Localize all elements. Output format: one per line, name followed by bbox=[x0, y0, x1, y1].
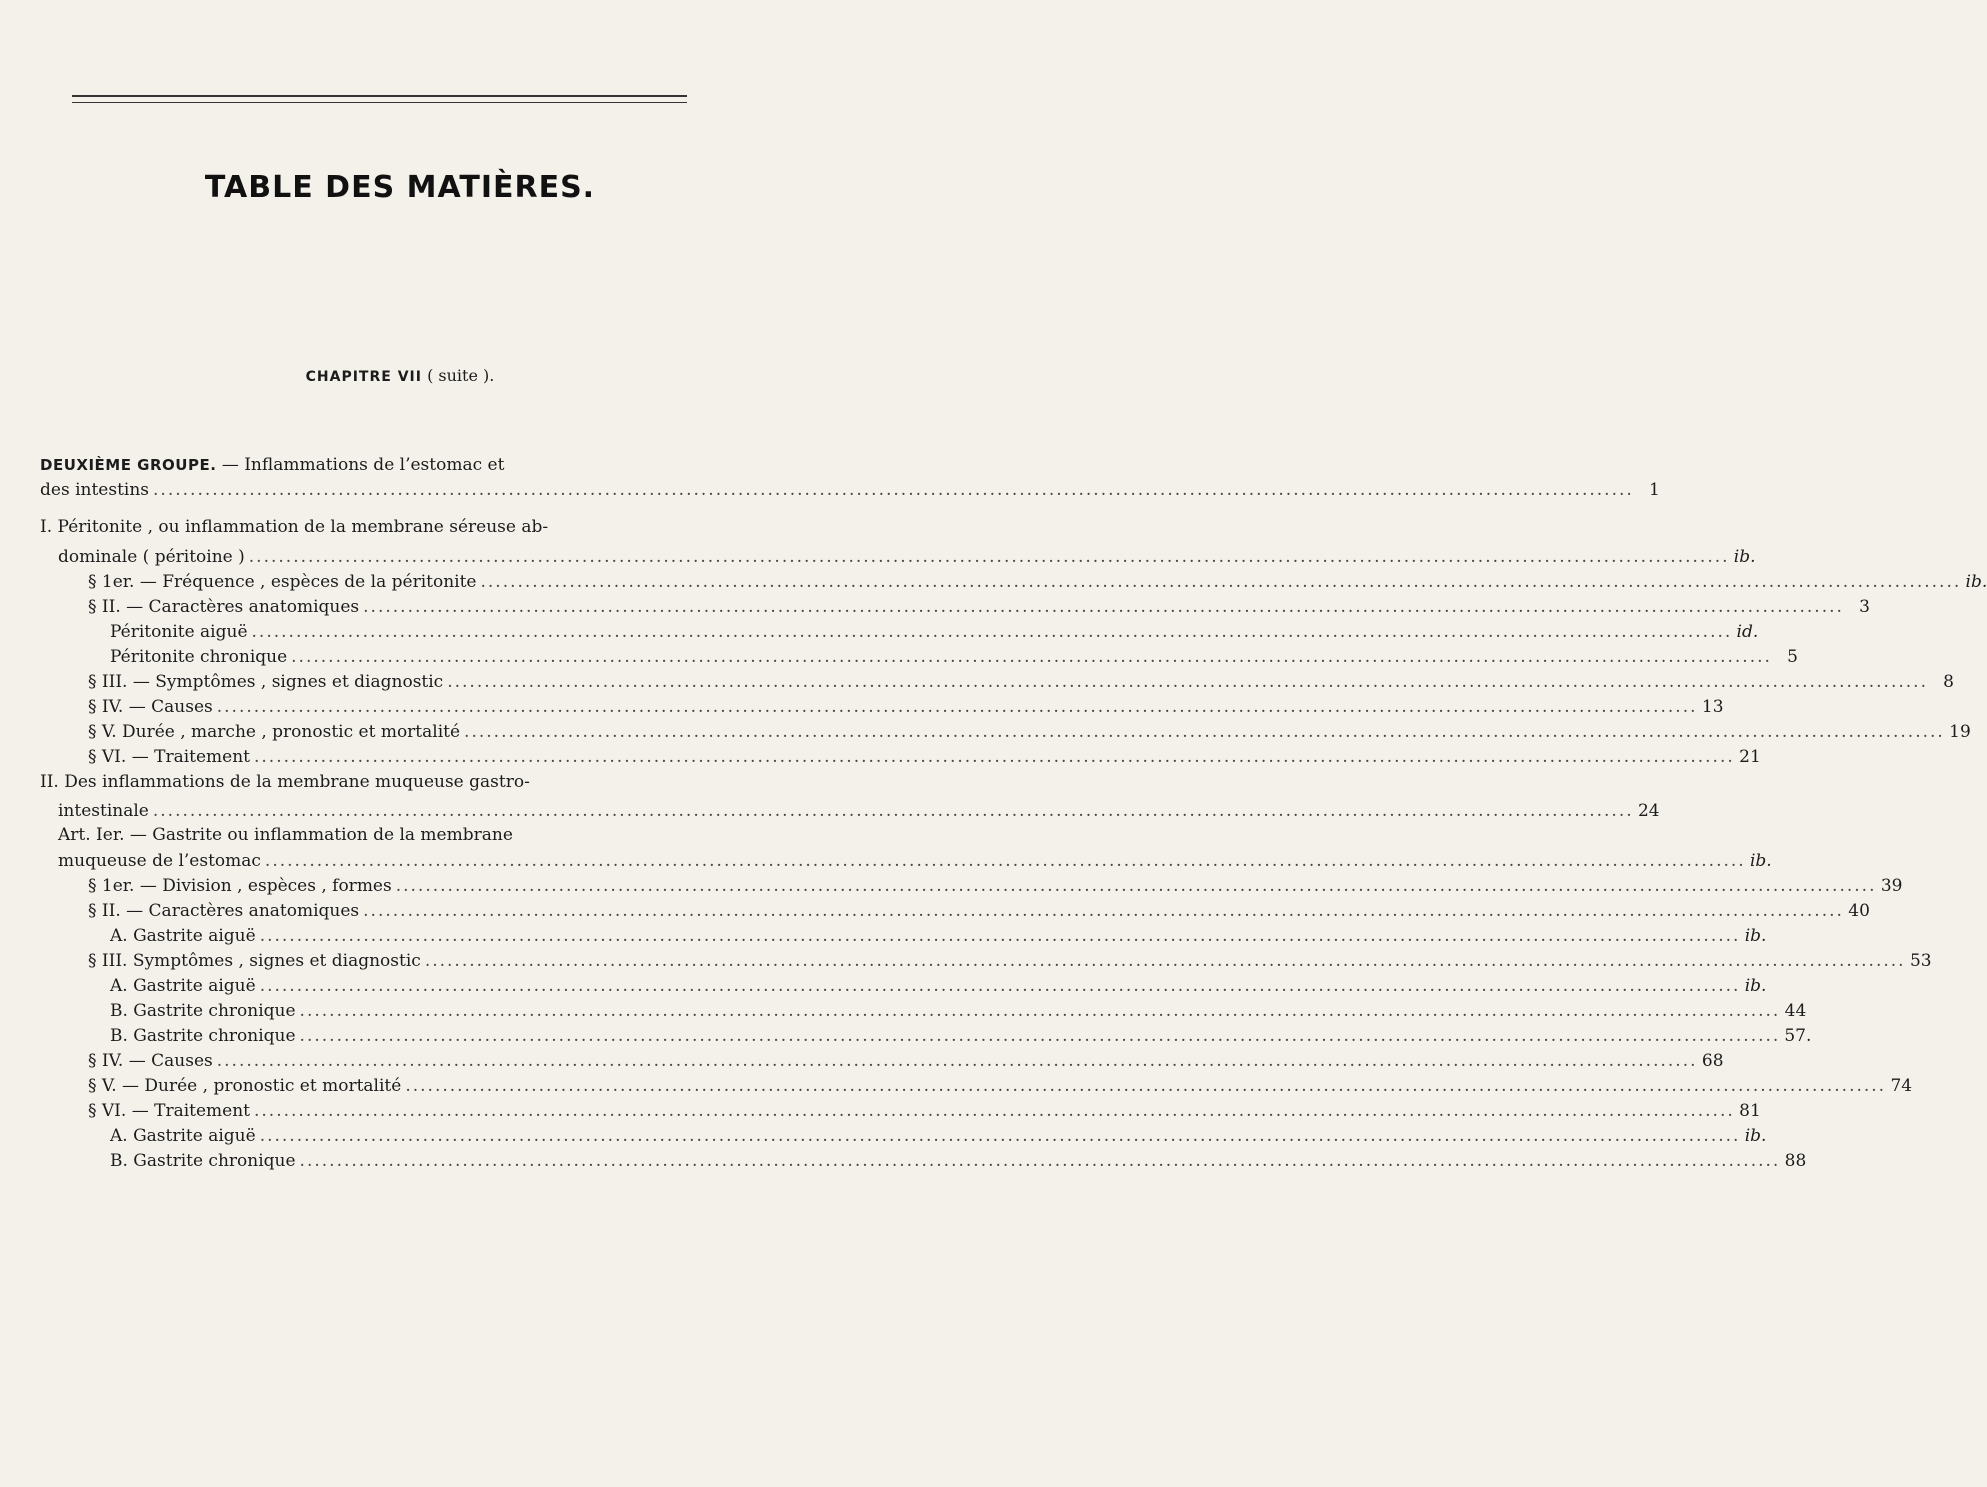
dot-leader: ........................................................................................................................................................................................................ bbox=[447, 672, 1928, 692]
toc-entry bbox=[88, 719, 1971, 745]
toc-entry-page: 21 bbox=[1739, 747, 1761, 767]
toc-entry-page: ib. bbox=[1749, 851, 1772, 871]
toc-entry-page: 24 bbox=[1637, 801, 1660, 821]
toc-entry-page: 57. bbox=[1784, 1026, 1812, 1046]
dot-leader: ........................................................................................................................................................................................................ bbox=[254, 1101, 1735, 1121]
dot-leader: ........................................................................................................................................................................................................ bbox=[152, 801, 1634, 821]
dot-leader: ........................................................................................................................................................................................................ bbox=[259, 926, 1741, 946]
toc-entry bbox=[58, 848, 1772, 874]
toc-entry bbox=[58, 822, 513, 848]
toc-entry-text: I. Péritonite , ou inflammation de la membrane séreuse ab- bbox=[40, 517, 549, 537]
dot-leader: ........................................................................................................................................................................................................ bbox=[259, 1126, 1741, 1146]
chapter-heading bbox=[0, 366, 800, 385]
toc-entry-text: A. Gastrite aiguë bbox=[110, 1126, 256, 1146]
toc-entry-text: § 1er. — Fréquence , espèces de la péritonite bbox=[88, 572, 477, 592]
toc-entry-text: II. Des inflammations de la membrane muqueuse gastro- bbox=[40, 772, 530, 792]
toc-entry-page: 39 bbox=[1880, 876, 1903, 896]
dot-leader: ........................................................................................................................................................................................................ bbox=[405, 1076, 1887, 1096]
toc-entry-text: muqueuse de l’estomac bbox=[58, 851, 261, 871]
toc-entry bbox=[88, 948, 1932, 974]
dot-leader: ........................................................................................................................................................................................................ bbox=[259, 976, 1741, 996]
dot-leader: ........................................................................................................................................................................................................ bbox=[153, 480, 1634, 500]
toc-entry-text: dominale ( péritoine ) bbox=[58, 547, 245, 567]
toc-entry-text: Péritonite chronique bbox=[110, 647, 288, 667]
group-heading-caps: DEUXIÈME GROUPE. bbox=[40, 456, 217, 474]
dot-leader: ........................................................................................................................................................................................................ bbox=[424, 951, 1906, 971]
toc-entry bbox=[40, 769, 530, 795]
toc-entry bbox=[88, 1073, 1913, 1099]
toc-entry-page: 3 bbox=[1859, 597, 1870, 617]
toc-entry-page: 5 bbox=[1787, 647, 1798, 667]
dot-leader: ........................................................................................................................................................................................................ bbox=[363, 597, 1844, 617]
dot-leader: ........................................................................................................................................................................................................ bbox=[299, 1026, 1781, 1046]
dot-leader: ........................................................................................................................................................................................................ bbox=[464, 722, 1945, 742]
toc-entry-text: § V. Durée , marche , pronostic et mortalité bbox=[88, 722, 461, 742]
toc-entry bbox=[88, 873, 1903, 899]
toc-entry-text: § V. — Durée , pronostic et mortalité bbox=[88, 1076, 402, 1096]
toc-entry-page: ib. bbox=[1744, 1126, 1767, 1146]
dot-leader: ........................................................................................................................................................................................................ bbox=[254, 747, 1735, 767]
top-rule-thin bbox=[72, 102, 687, 103]
toc-entry-text: § II. — Caractères anatomiques bbox=[88, 901, 360, 921]
dot-leader: ........................................................................................................................................................................................................ bbox=[480, 572, 1962, 592]
toc-entry-page: 40 bbox=[1848, 901, 1870, 921]
toc-entry bbox=[110, 1148, 1807, 1174]
toc-entry bbox=[58, 798, 1660, 824]
toc-entry-page: 19 bbox=[1949, 722, 1971, 742]
toc-entry-page: ib. bbox=[1744, 926, 1767, 946]
toc-entry-page: id. bbox=[1736, 622, 1759, 642]
toc-entry-text: § III. — Symptômes , signes et diagnostic bbox=[88, 672, 444, 692]
toc-entry bbox=[88, 569, 1987, 595]
toc-entry-text: Péritonite aiguë bbox=[110, 622, 248, 642]
dot-leader: ........................................................................................................................................................................................................ bbox=[216, 1051, 1698, 1071]
dot-leader: ........................................................................................................................................................................................................ bbox=[264, 851, 1746, 871]
toc-entry bbox=[110, 1123, 1767, 1149]
toc-entry bbox=[88, 898, 1870, 924]
toc-entry-text: § III. Symptômes , signes et diagnostic bbox=[88, 951, 421, 971]
toc-entry-text: des intestins bbox=[40, 480, 150, 500]
dot-leader: ........................................................................................................................................................................................................ bbox=[251, 622, 1733, 642]
toc-entry-page: ib. bbox=[1733, 547, 1756, 567]
toc-entry bbox=[88, 594, 1870, 620]
toc-entry-text: § IV. — Causes bbox=[88, 697, 213, 717]
dot-leader: ........................................................................................................................................................................................................ bbox=[299, 1151, 1781, 1171]
toc-entry-text: B. Gastrite chronique bbox=[110, 1026, 296, 1046]
toc-entry bbox=[88, 1048, 1724, 1074]
toc-entry-page: 13 bbox=[1701, 697, 1724, 717]
toc-entry bbox=[110, 998, 1807, 1024]
toc-entry bbox=[110, 923, 1767, 949]
toc-entry-page: 8 bbox=[1943, 672, 1954, 692]
toc-entry bbox=[88, 694, 1724, 720]
toc-entry-text: § VI. — Traitement bbox=[88, 747, 250, 767]
dot-leader: ........................................................................................................................................................................................................ bbox=[363, 901, 1844, 921]
toc-entry-page: 53 bbox=[1909, 951, 1932, 971]
toc-entry-page: 74 bbox=[1890, 1076, 1913, 1096]
toc-entry-page: 81 bbox=[1739, 1101, 1761, 1121]
toc-entry-text: B. Gastrite chronique bbox=[110, 1001, 296, 1021]
toc-entry bbox=[40, 477, 1660, 503]
toc-entry-text: A. Gastrite aiguë bbox=[110, 926, 256, 946]
page-title: TABLE DES MATIÈRES. bbox=[204, 170, 596, 205]
toc-entry-text: § II. — Caractères anatomiques bbox=[88, 597, 360, 617]
dot-leader: ........................................................................................................................................................................................................ bbox=[299, 1001, 1781, 1021]
toc-entry bbox=[110, 1023, 1812, 1049]
group-heading bbox=[40, 452, 504, 478]
toc-entry bbox=[88, 744, 1761, 770]
toc-entry-text: Art. Ier. — Gastrite ou inflammation de la membrane bbox=[58, 825, 513, 845]
dot-leader: ........................................................................................................................................................................................................ bbox=[291, 647, 1772, 667]
toc-entry-page: ib. bbox=[1965, 572, 1987, 592]
toc-entry bbox=[110, 619, 1759, 645]
toc-entry bbox=[58, 544, 1756, 570]
toc-entry-page: ib. bbox=[1744, 976, 1767, 996]
toc-entry-text: B. Gastrite chronique bbox=[110, 1151, 296, 1171]
dot-leader: ........................................................................................................................................................................................................ bbox=[395, 876, 1877, 896]
toc-entry bbox=[88, 1098, 1761, 1124]
toc-entry-text: § 1er. — Division , espèces , formes bbox=[88, 876, 392, 896]
toc-entry bbox=[88, 669, 1954, 695]
toc-entry bbox=[110, 644, 1798, 670]
toc-entry-page: 88 bbox=[1784, 1151, 1807, 1171]
toc-entry-page: 1 bbox=[1648, 480, 1660, 500]
toc-entry bbox=[110, 973, 1767, 999]
toc-entry-text: § VI. — Traitement bbox=[88, 1101, 250, 1121]
toc-entry-text: A. Gastrite aiguë bbox=[110, 976, 256, 996]
toc-entry-page: 68 bbox=[1701, 1051, 1724, 1071]
chapter-heading-suffix: ( suite ). bbox=[427, 366, 495, 385]
dot-leader: ........................................................................................................................................................................................................ bbox=[216, 697, 1698, 717]
toc-entry-page: 44 bbox=[1784, 1001, 1807, 1021]
toc-entry-text: intestinale bbox=[58, 801, 149, 821]
toc-entry bbox=[40, 514, 548, 540]
dot-leader: ........................................................................................................................................................................................................ bbox=[248, 547, 1730, 567]
top-rule-thick bbox=[72, 95, 687, 97]
toc-entry-text: § IV. — Causes bbox=[88, 1051, 213, 1071]
group-heading-rest: — Inflammations de l’estomac et bbox=[221, 455, 505, 475]
chapter-heading-caps: CHAPITRE VII bbox=[305, 369, 422, 385]
